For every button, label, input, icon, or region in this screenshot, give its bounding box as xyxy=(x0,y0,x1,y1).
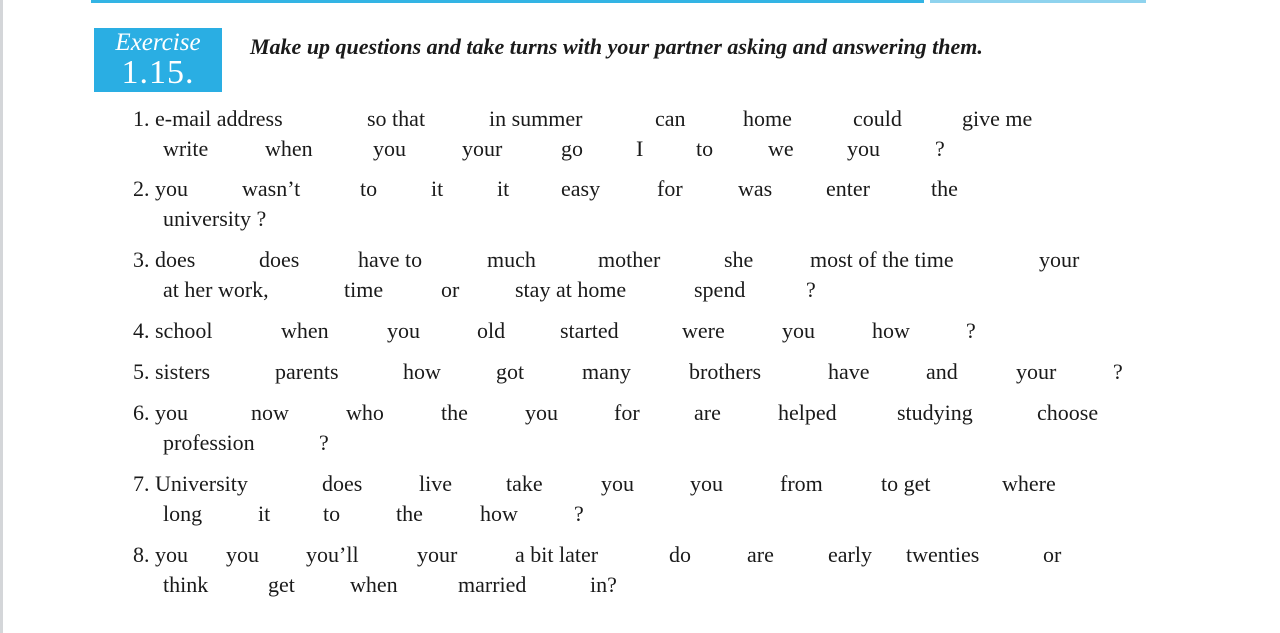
word-chunk: ? xyxy=(1113,359,1123,384)
word-chunk: long xyxy=(163,501,203,526)
word-chunk: ? xyxy=(319,430,329,455)
item-6-line-1 xyxy=(0,398,1280,428)
word-chunk: go xyxy=(561,136,583,161)
word-chunk: in summer xyxy=(489,106,583,131)
word-chunk: does xyxy=(322,471,363,496)
word-chunk: wasn’t xyxy=(242,176,301,201)
word-chunk: studying xyxy=(897,400,973,425)
word-chunk: give me xyxy=(962,106,1033,131)
word-chunk: mother xyxy=(598,247,661,272)
word-chunk: old xyxy=(477,318,506,343)
word-chunk: get xyxy=(268,572,295,597)
word-chunk: in? xyxy=(590,572,617,597)
word-chunk: was xyxy=(738,176,773,201)
word-chunk: you xyxy=(847,136,880,161)
word-chunk: 5. sisters xyxy=(133,359,210,384)
item-7-line-2 xyxy=(0,499,1280,529)
word-chunk: a bit later xyxy=(515,542,599,567)
top-rule xyxy=(91,0,924,3)
word-chunk: you xyxy=(690,471,723,496)
word-chunk: we xyxy=(768,136,794,161)
item-2-line-2 xyxy=(0,204,1280,234)
word-chunk: who xyxy=(346,400,384,425)
word-chunk: I xyxy=(636,136,644,161)
word-chunk: to get xyxy=(881,471,931,496)
word-chunk: you xyxy=(387,318,420,343)
item-8-line-1 xyxy=(0,540,1280,570)
word-chunk: 7. University xyxy=(133,471,248,496)
item-3-line-2 xyxy=(0,275,1280,305)
word-chunk: started xyxy=(560,318,619,343)
word-chunk: 6. you xyxy=(133,400,188,425)
word-chunk: are xyxy=(747,542,774,567)
word-chunk: early xyxy=(828,542,872,567)
word-chunk: ? xyxy=(574,501,584,526)
word-chunk: from xyxy=(780,471,823,496)
word-chunk: 2. you xyxy=(133,176,188,201)
word-chunk: or xyxy=(1043,542,1062,567)
word-chunk: for xyxy=(657,176,683,201)
word-chunk: your xyxy=(417,542,458,567)
word-chunk: or xyxy=(441,277,460,302)
word-chunk: stay at home xyxy=(515,277,627,302)
word-chunk: 1. e-mail address xyxy=(133,106,283,131)
item-3-line-1 xyxy=(0,245,1280,275)
word-chunk: time xyxy=(344,277,384,302)
word-chunk: you xyxy=(525,400,558,425)
word-chunk: have to xyxy=(358,247,423,272)
word-chunk: live xyxy=(419,471,452,496)
word-chunk: to xyxy=(696,136,714,161)
item-1-line-1 xyxy=(0,104,1280,134)
word-chunk: it xyxy=(497,176,510,201)
word-chunk: you xyxy=(601,471,634,496)
item-8-line-2 xyxy=(0,570,1280,600)
word-chunk: you’ll xyxy=(306,542,359,567)
word-chunk: can xyxy=(655,106,686,131)
word-chunk: think xyxy=(163,572,209,597)
word-chunk: it xyxy=(258,501,271,526)
item-5-line-1 xyxy=(0,357,1280,387)
word-chunk: married xyxy=(458,572,527,597)
word-chunk: 8. you xyxy=(133,542,188,567)
word-chunk: do xyxy=(669,542,691,567)
word-chunk: write xyxy=(163,136,209,161)
top-rule-accent xyxy=(930,0,1146,3)
word-chunk: the xyxy=(441,400,468,425)
word-chunk: you xyxy=(782,318,815,343)
word-chunk: helped xyxy=(778,400,837,425)
word-chunk: to xyxy=(323,501,341,526)
word-chunk: your xyxy=(1039,247,1080,272)
word-chunk: got xyxy=(496,359,525,384)
word-chunk: could xyxy=(853,106,902,131)
word-chunk: your xyxy=(462,136,503,161)
word-chunk: much xyxy=(487,247,536,272)
word-chunk: she xyxy=(724,247,754,272)
word-chunk: you xyxy=(373,136,406,161)
word-chunk: how xyxy=(403,359,441,384)
word-chunk: home xyxy=(743,106,792,131)
word-chunk: brothers xyxy=(689,359,762,384)
word-chunk: ? xyxy=(935,136,945,161)
word-chunk: easy xyxy=(561,176,601,201)
word-chunk: when xyxy=(265,136,313,161)
word-chunk: ? xyxy=(966,318,976,343)
word-chunk: twenties xyxy=(906,542,980,567)
exercise-number: 1.15. xyxy=(121,54,195,91)
word-chunk: it xyxy=(431,176,444,201)
word-chunk: to xyxy=(360,176,378,201)
word-chunk: when xyxy=(281,318,329,343)
word-chunk: how xyxy=(872,318,910,343)
word-chunk: choose xyxy=(1037,400,1099,425)
word-chunk: 3. does xyxy=(133,247,196,272)
word-chunk: profession xyxy=(163,430,255,455)
word-chunk: were xyxy=(682,318,725,343)
word-chunk: so that xyxy=(367,106,426,131)
word-chunk: take xyxy=(506,471,543,496)
word-chunk: parents xyxy=(275,359,339,384)
item-4-line-1 xyxy=(0,316,1280,346)
word-chunk: at her work, xyxy=(163,277,269,302)
exercise-label: Exercise xyxy=(115,29,201,56)
word-chunk: ? xyxy=(806,277,816,302)
word-chunk: how xyxy=(480,501,518,526)
word-chunk: many xyxy=(582,359,631,384)
exercise-badge xyxy=(94,28,222,92)
word-chunk: where xyxy=(1002,471,1056,496)
word-chunk: the xyxy=(931,176,958,201)
word-chunk: have xyxy=(828,359,870,384)
word-chunk: your xyxy=(1016,359,1057,384)
word-chunk: does xyxy=(259,247,300,272)
word-chunk: are xyxy=(694,400,721,425)
word-chunk: and xyxy=(926,359,958,384)
word-chunk: 4. school xyxy=(133,318,213,343)
word-chunk: now xyxy=(251,400,289,425)
word-chunk: the xyxy=(396,501,423,526)
word-chunk: when xyxy=(350,572,398,597)
item-1-line-2 xyxy=(0,134,1280,164)
word-chunk: for xyxy=(614,400,640,425)
word-chunk: enter xyxy=(826,176,870,201)
item-7-line-1 xyxy=(0,469,1280,499)
word-chunk: university ? xyxy=(163,206,267,231)
word-chunk: spend xyxy=(694,277,746,302)
word-chunk: you xyxy=(226,542,259,567)
exercise-instruction: Make up questions and take turns with your partner asking and answering them. xyxy=(250,34,983,59)
word-chunk: most of the time xyxy=(810,247,954,272)
item-2-line-1 xyxy=(0,174,1280,204)
item-6-line-2 xyxy=(0,428,1280,458)
